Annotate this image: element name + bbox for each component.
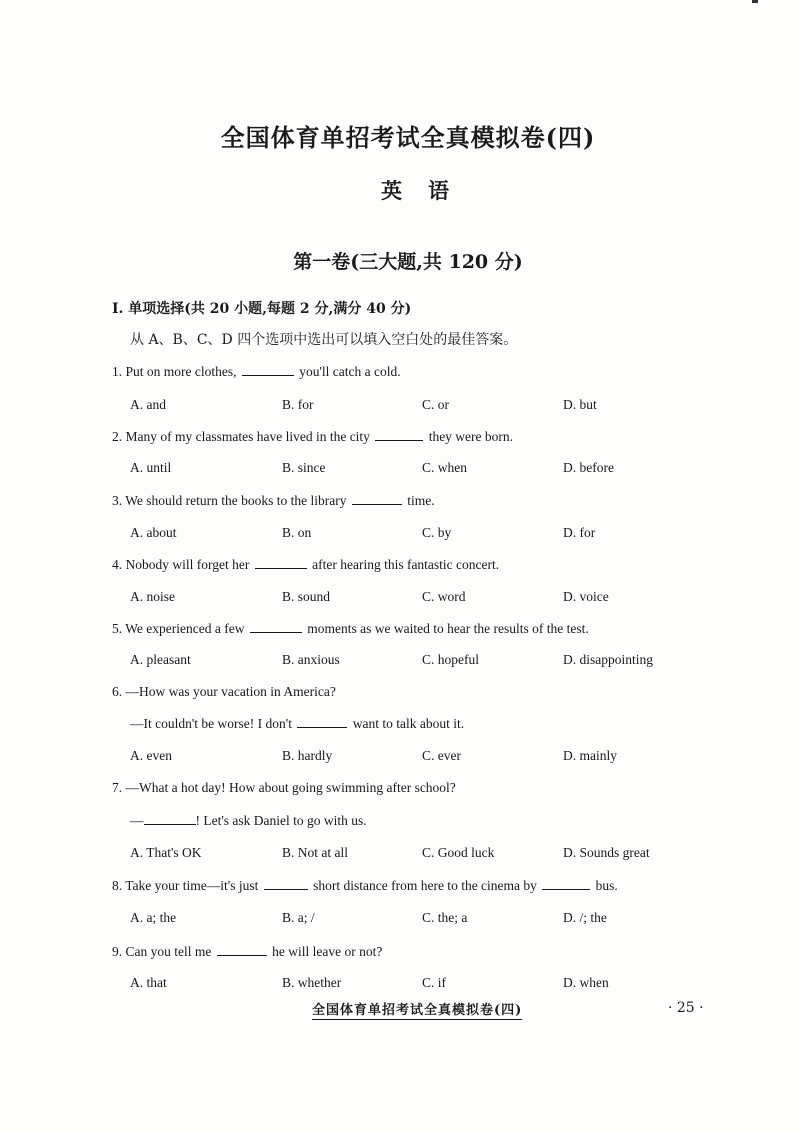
question-text: 4. Nobody will forget her [112,557,250,572]
page-number: · 25 · [668,1000,704,1016]
option-b: B. a; / [282,910,315,925]
answer-blank [297,715,347,728]
option-a: A. that [130,975,167,990]
answer-blank [242,363,294,376]
option-a: A. That's OK [130,845,202,860]
option-c: C. Good luck [422,845,495,860]
option-b: B. since [282,460,326,475]
question-7 [112,780,456,796]
option-d: D. /; the [563,910,607,925]
answer-blank [264,877,308,890]
option-d: D. for [563,525,596,540]
question-text: 3. We should return the books to the library [112,493,347,508]
subject-title: 英语 [381,178,475,203]
option-d: D. mainly [563,748,617,763]
question-text: 1. Put on more clothes, [112,364,237,379]
section-heading: Ⅰ. 单项选择(共 20 小题,每题 2 分,满分 40 分) [112,301,412,317]
option-a: A. about [130,525,177,540]
question-8 [112,877,618,894]
question-4 [112,556,499,573]
question-1 [112,363,401,380]
option-d: D. when [563,975,609,990]
page-footer: 全国体育单招考试全真模拟卷(四) [312,999,522,1020]
option-b: B. hardly [282,748,333,763]
option-c: C. or [422,397,449,412]
option-c: C. by [422,525,452,540]
question-6 [112,684,336,700]
option-a: A. pleasant [130,652,191,667]
question-text: he will leave or not? [272,944,383,959]
question-text: time. [407,493,435,508]
option-b: B. Not at all [282,845,348,860]
option-b: B. sound [282,589,331,604]
option-c: C. if [422,975,447,990]
question-3 [112,492,435,509]
question-text: 5. We experienced a few [112,621,245,636]
question-text: — [130,813,144,828]
answer-blank [144,812,196,825]
question-text: bus. [595,878,618,893]
question-text: after hearing this fantastic concert. [312,557,500,572]
question-text: ! Let's ask Daniel to go with us. [195,813,367,828]
option-b: B. whether [282,975,342,990]
answer-blank [255,556,307,569]
option-a: A. noise [130,589,175,604]
exam-title: 全国体育单招考试全真模拟卷(四) [220,123,596,152]
option-c: C. word [422,589,466,604]
question-text: 9. Can you tell me [112,944,212,959]
option-d: D. Sounds great [563,845,650,860]
corner-mark [752,0,758,3]
question-text: 7. —What a hot day! How about going swimming after school? [112,780,456,795]
answer-blank [352,492,402,505]
option-a: A. even [130,748,172,763]
question-text: 8. Take your time—it's just [112,878,259,893]
option-d: D. before [563,460,614,475]
part-title: 第一卷(三大题,共 120 分) [293,251,523,273]
option-b: B. on [282,525,312,540]
option-a: A. until [130,460,172,475]
answer-blank [250,620,302,633]
option-d: D. but [563,397,597,412]
question-2 [112,428,513,445]
option-a: A. and [130,397,166,412]
answer-blank [217,943,267,956]
option-c: C. when [422,460,467,475]
option-c: C. ever [422,748,461,763]
option-c: C. the; a [422,910,468,925]
question-text: 6. —How was your vacation in America? [112,684,336,699]
question-text: you'll catch a cold. [299,364,401,379]
question-7-reply [130,812,367,829]
instruction: 从 A、B、C、D 四个选项中选出可以填入空白处的最佳答案。 [130,332,518,348]
question-text: want to talk about it. [352,716,465,731]
option-d: D. disappointing [563,652,653,667]
question-9 [112,943,382,960]
option-b: B. for [282,397,314,412]
question-5 [112,620,589,637]
option-d: D. voice [563,589,609,604]
question-text: they were born. [428,429,514,444]
answer-blank [542,877,590,890]
question-text: 2. Many of my classmates have lived in the city [112,429,370,444]
question-text: moments as we waited to hear the results of the test. [307,621,589,636]
option-a: A. a; the [130,910,177,925]
question-text: —It couldn't be worse! I don't [130,716,292,731]
question-6-reply [130,715,464,732]
option-c: C. hopeful [422,652,479,667]
answer-blank [375,428,423,441]
option-b: B. anxious [282,652,340,667]
question-text: short distance from here to the cinema by [313,878,537,893]
